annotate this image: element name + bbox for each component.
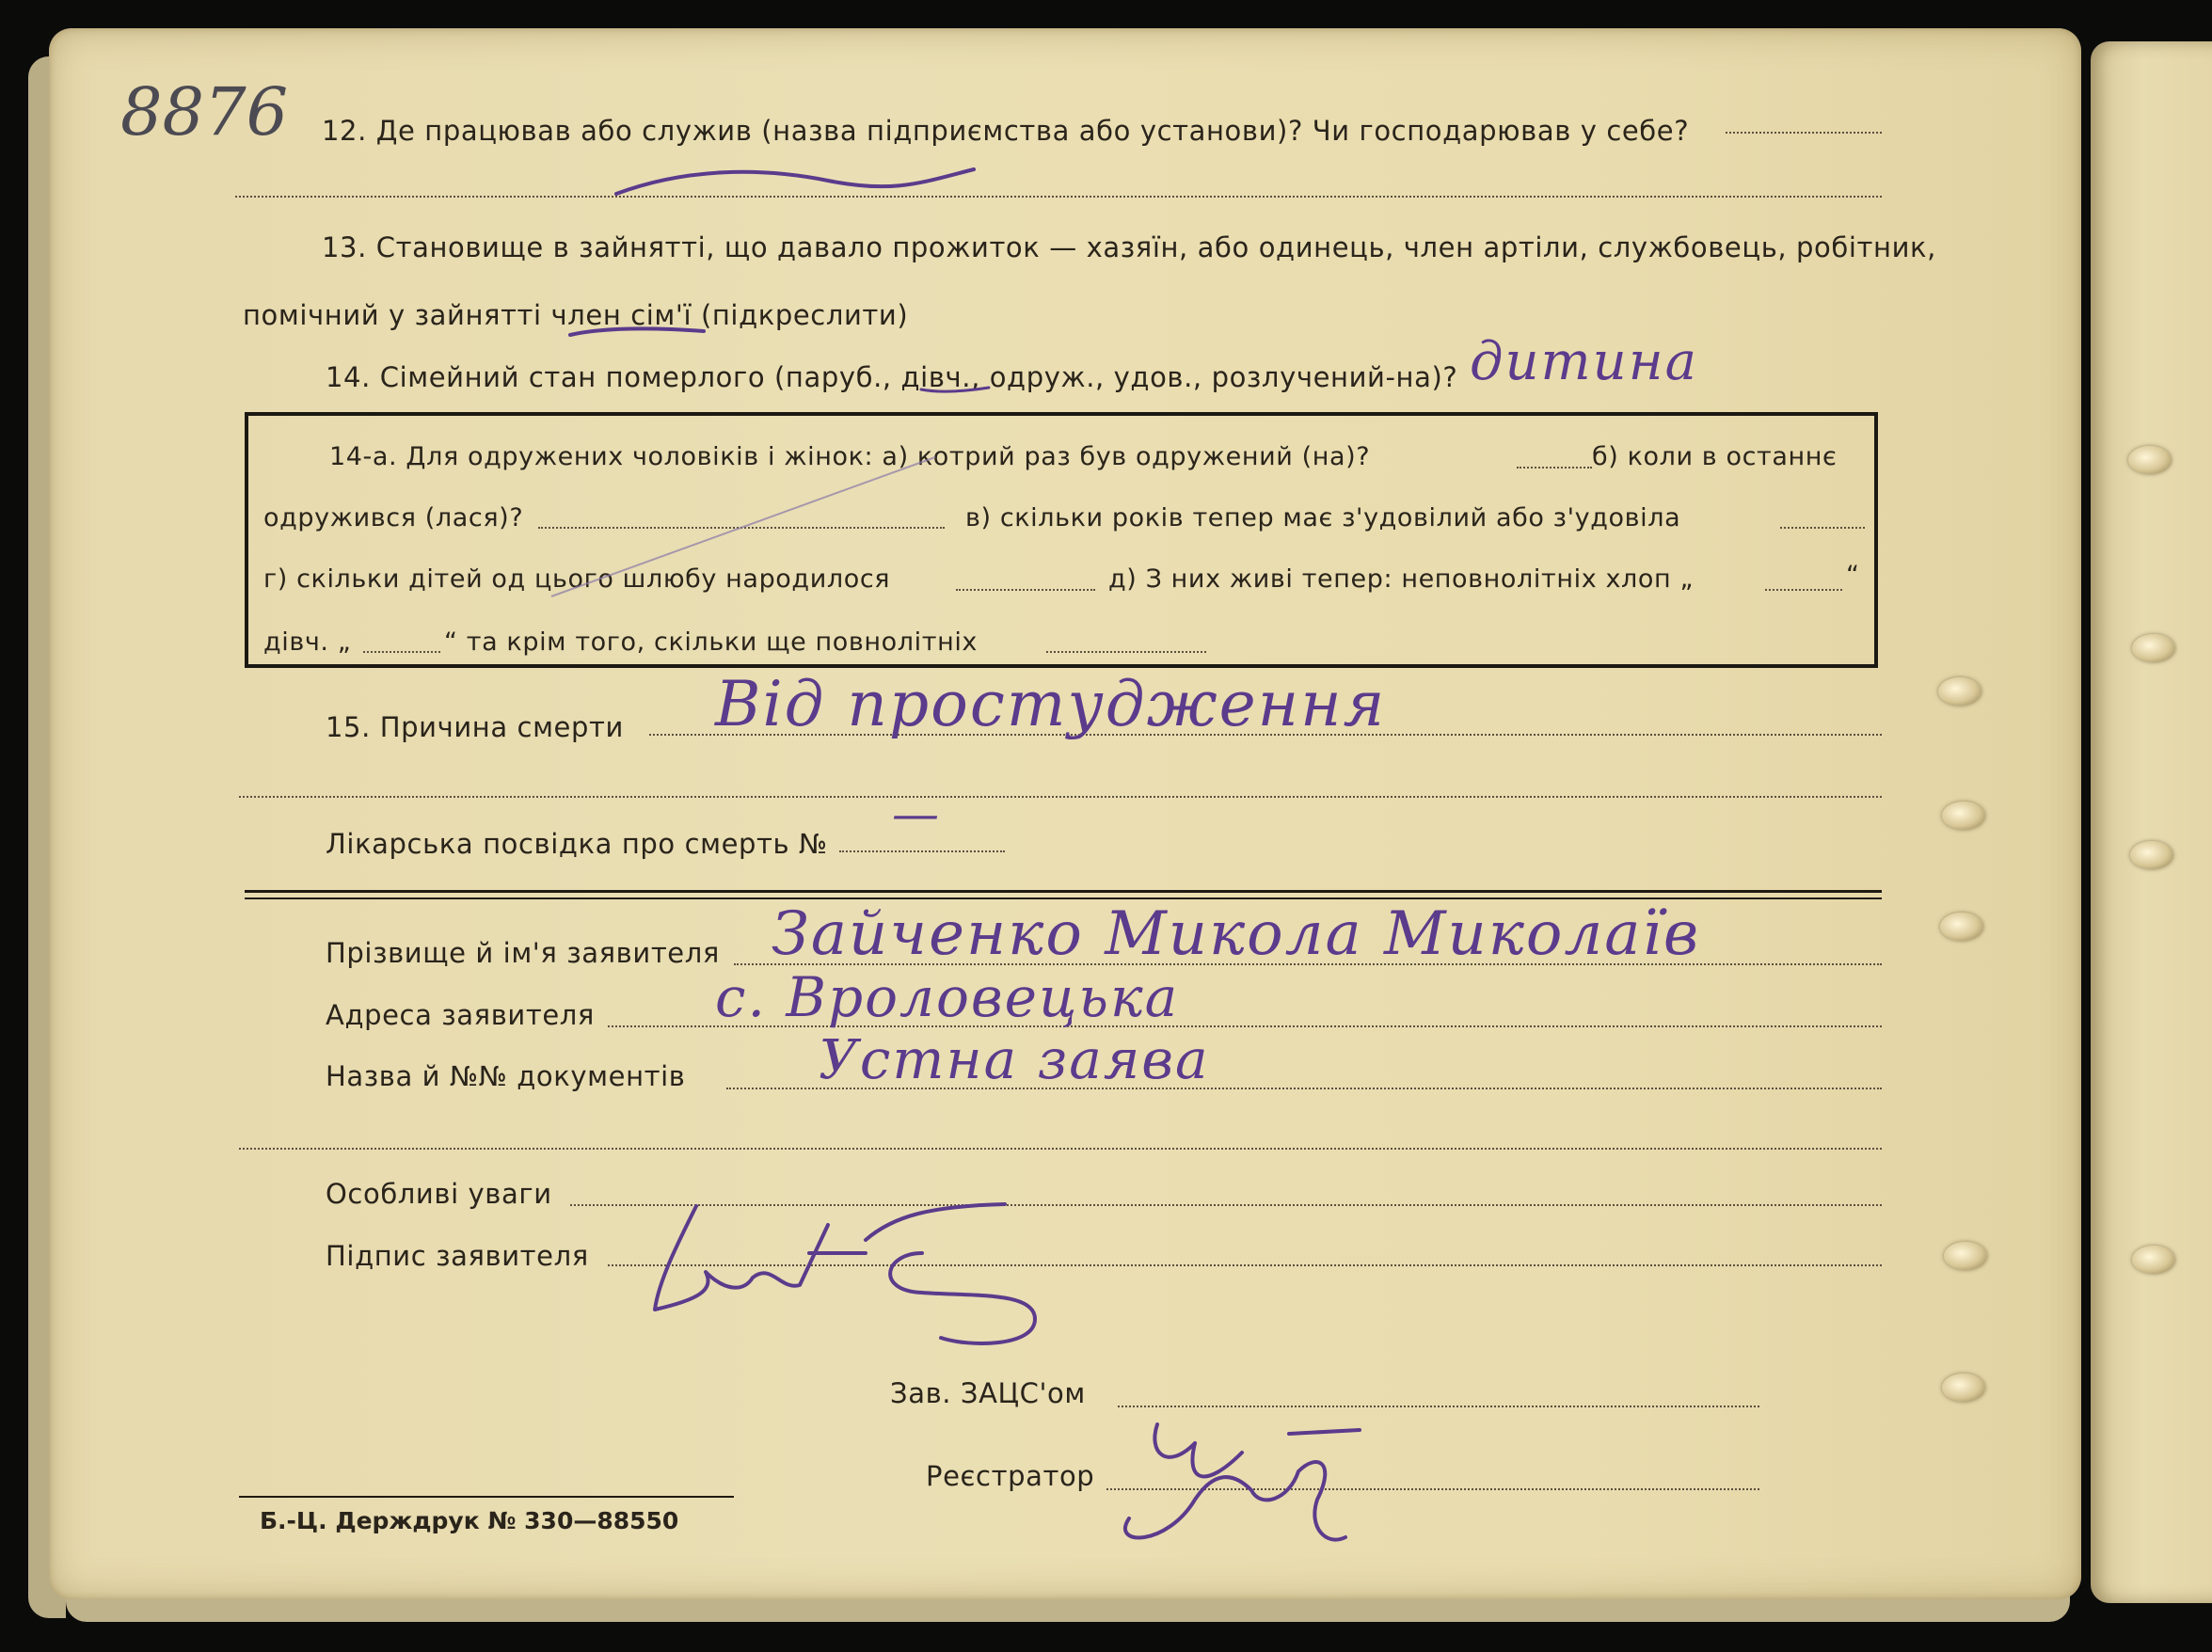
applicant-documents-line-2 bbox=[239, 1148, 1882, 1150]
form-page bbox=[49, 28, 2081, 1599]
question-13-line-2: помічний у зайнятті член сім'ї (підкреслити) bbox=[243, 299, 909, 331]
question-14a-line-1b: б) коли в останнє bbox=[1592, 442, 1838, 471]
question-15-answer: Від простудження bbox=[715, 668, 1387, 740]
binding-hole bbox=[1940, 913, 1983, 941]
printer-imprint: Б.-Ц. Держдрук № 330—88550 bbox=[260, 1507, 679, 1534]
question-15-label: 15. Причина смерти bbox=[326, 711, 624, 743]
question-12-pen-stroke bbox=[612, 158, 979, 201]
question-14a-answer-g bbox=[1046, 651, 1206, 653]
facing-page bbox=[2091, 41, 2212, 1603]
applicant-name-value: Зайченко Микола Миколаїв bbox=[772, 899, 1701, 969]
question-14a-answer-c bbox=[1780, 527, 1865, 529]
question-12-answer-line-2 bbox=[235, 196, 1882, 198]
question-14a-line-2a: одружився (лася)? bbox=[263, 503, 524, 532]
binding-hole bbox=[1942, 1374, 1985, 1402]
question-14-answer: дитина bbox=[1470, 331, 1698, 392]
binding-hole bbox=[2130, 841, 2173, 869]
question-14-label: 14. Сімейний стан померлого (паруб., дівч., одруж., удов., розлучений-на)? bbox=[326, 361, 1458, 393]
question-13-line-1: 13. Становище в зайнятті, що давало прожиток — хазяїн, або одинець, член артіли, службовець, робітник, bbox=[322, 231, 1936, 263]
applicant-signature bbox=[640, 1187, 1054, 1347]
applicant-documents-value: Устна заява bbox=[819, 1027, 1210, 1091]
binding-hole bbox=[1938, 677, 1981, 706]
footer-rule bbox=[239, 1496, 734, 1498]
question-14-underline bbox=[917, 380, 993, 399]
question-12-label: 12. Де працював або служив (назва підприємства або установи)? Чи господарював у себе? bbox=[322, 115, 1690, 147]
question-14a-line-3a: г) скільки дітей од цього шлюбу народилося bbox=[263, 564, 891, 594]
section-divider-top bbox=[245, 890, 1882, 893]
question-14a-line-4a: дівч. „ bbox=[263, 627, 352, 657]
applicant-address-value: с. Вроловецька bbox=[715, 965, 1180, 1029]
page-number-handwritten: 8876 bbox=[120, 73, 289, 151]
binding-hole bbox=[1942, 802, 1985, 830]
question-14a-answer-d bbox=[956, 589, 1095, 591]
binding-hole bbox=[2132, 1246, 2175, 1274]
applicant-documents-label: Назва й №№ документів bbox=[326, 1060, 686, 1092]
question-14a-cross-out-stroke bbox=[546, 452, 941, 602]
question-14a-line-3c: “ bbox=[1846, 561, 1860, 590]
zags-head-label: Зав. ЗАЦС'ом bbox=[890, 1377, 1086, 1409]
question-14a-answer-a bbox=[1517, 467, 1592, 469]
medical-certificate-answer-line bbox=[839, 850, 1005, 852]
question-14a-line-1a: 14-а. Для одружених чоловіків і жінок: а) котрий раз був одружений (на)? bbox=[329, 442, 1371, 471]
binding-hole bbox=[2132, 634, 2175, 662]
binding-hole bbox=[1944, 1242, 1987, 1270]
registrar-signature bbox=[1091, 1396, 1364, 1556]
question-12-answer-line bbox=[1726, 132, 1882, 134]
question-13-underline bbox=[566, 318, 708, 346]
medical-certificate-answer: — bbox=[892, 786, 941, 841]
question-14a-line-4b: “ та крім того, скільки ще повнолітніх bbox=[444, 627, 979, 657]
special-notes-label: Особливі уваги bbox=[326, 1178, 552, 1210]
applicant-name-label: Прізвище й ім'я заявителя bbox=[326, 937, 720, 969]
medical-certificate-label: Лікарська посвідка про смерть № bbox=[326, 828, 828, 860]
question-14a-answer-e bbox=[1765, 589, 1842, 591]
question-15-answer-line-2 bbox=[239, 796, 1882, 798]
applicant-address-label: Адреса заявителя bbox=[326, 999, 595, 1031]
question-14a-line-3b: д) З них живі тепер: неповнолітніх хлоп „ bbox=[1108, 564, 1695, 594]
applicant-signature-label: Підпис заявителя bbox=[326, 1240, 589, 1272]
registrar-label: Реєстратор bbox=[926, 1460, 1095, 1492]
binding-hole bbox=[2128, 446, 2172, 474]
question-14a-line-2b: в) скільки років тепер має з'удовілий або з'удовіла bbox=[965, 503, 1681, 532]
question-14a-answer-f bbox=[363, 651, 440, 653]
